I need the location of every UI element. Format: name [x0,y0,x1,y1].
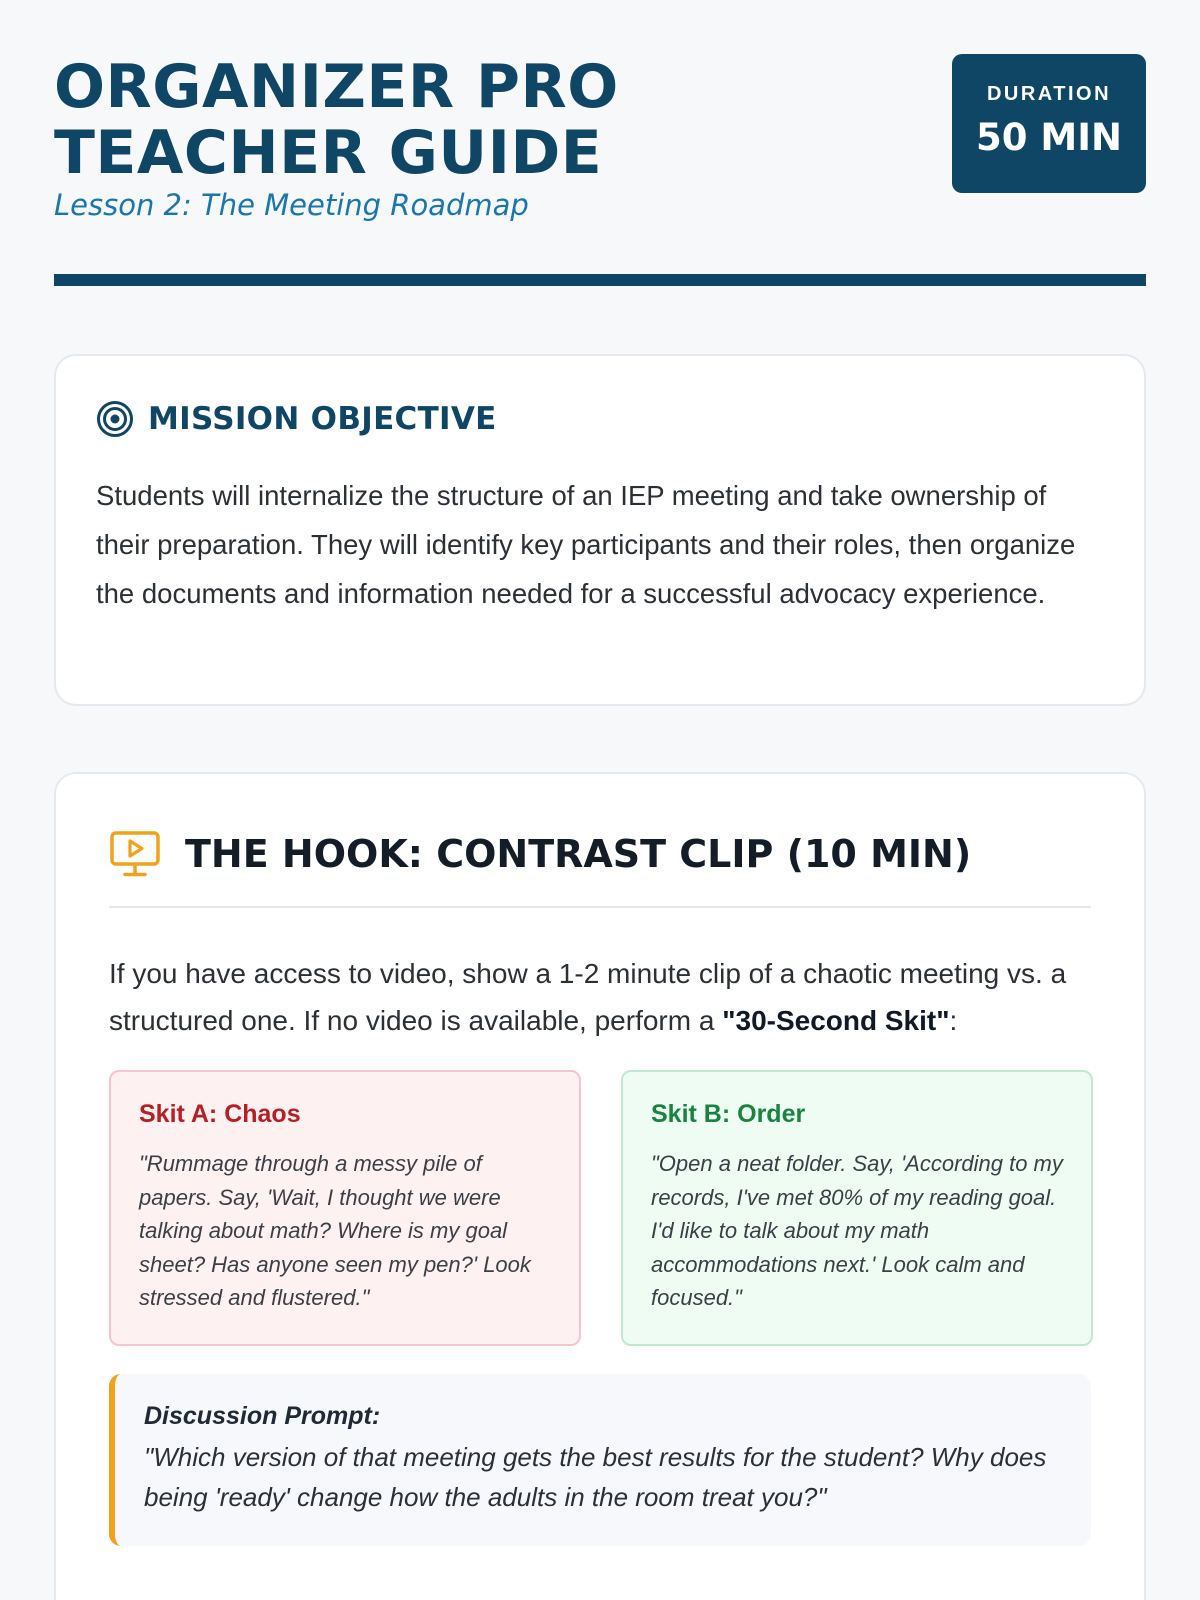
hook-heading [109,826,1091,908]
duration-badge [952,54,1146,193]
header-divider [54,274,1146,286]
discussion-prompt-text: "Which version of that meeting gets the best results for the student? Why does being 'ready' change how the adults in the room treat you?" [144,1442,1047,1512]
skit-b-text: "Open a neat folder. Say, 'According to my records, I've met 80% of my reading goal. I'd like to talk about my math accommodations next.' Look calm and focused." [651,1151,1063,1310]
presentation-screen-icon [109,830,161,878]
lesson-subtitle: Lesson 2: The Meeting Roadmap [54,188,529,222]
hook-intro-text: If you have access to video, show a 1-2 minute clip of a chaotic meeting vs. a structured one. If no video is available, perform a [109,958,1067,1036]
objective-title: MISSION OBJECTIVE [148,401,497,437]
hook-intro [109,950,1091,1044]
duration-value: 50 MIN [976,116,1122,159]
page-title: ORGANIZER PRO TEACHER GUIDE [54,52,619,188]
page-header [54,0,1146,286]
skit-b-card [621,1070,1093,1346]
mission-objective-card [54,354,1146,706]
hook-intro-end: : [949,1005,958,1036]
objective-text: Students will internalize the structure of an IEP meeting and take ownership of their preparation. They will identify key participants and their roles, then organize the documents and information needed for a successful advocacy experience. [96,480,1076,609]
skit-a-card [109,1070,581,1346]
hook-intro-emphasis: "30-Second Skit" [722,1005,950,1036]
objective-heading [96,400,497,438]
target-icon [96,400,134,438]
hook-title: THE HOOK: CONTRAST CLIP (10 MIN) [185,832,972,876]
skit-a-text: "Rummage through a messy pile of papers. Say, 'Wait, I thought we were talking about math? Where is my goal sheet? Has anyone seen my pen?' Look stressed and flustered." [139,1151,531,1310]
skit-a-title: Skit A: Chaos [139,1100,301,1128]
skit-b-title: Skit B: Order [651,1100,806,1128]
hook-card [54,772,1146,1600]
discussion-prompt-label: Discussion Prompt: [144,1402,381,1430]
duration-label: DURATION [986,83,1112,105]
discussion-prompt [109,1374,1091,1546]
